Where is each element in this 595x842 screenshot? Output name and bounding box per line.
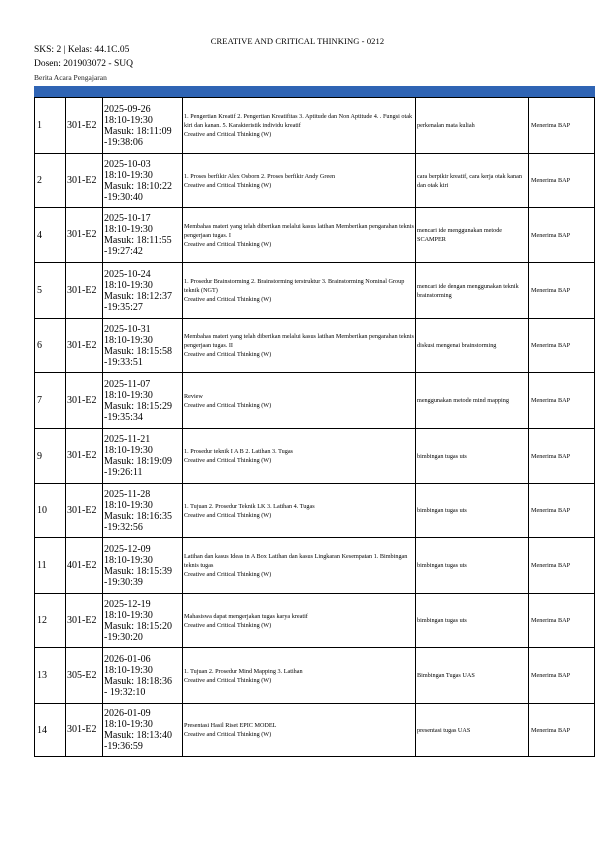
check-out-time: - 19:32:10 (104, 686, 146, 698)
session-date: 2025-12-19 (104, 598, 151, 610)
topic-cell (183, 704, 416, 757)
check-in-time: Masuk: 18:11:09 (104, 125, 172, 137)
session-number: 6 (35, 319, 66, 373)
datetime-cell (103, 484, 183, 538)
check-out-time: -19:30:40 (104, 191, 143, 203)
topic-cell (183, 484, 416, 538)
sks-class-line: SKS: 2 | Kelas: 44.1C.05 (34, 45, 130, 55)
session-number: 10 (35, 484, 66, 538)
table-row (35, 373, 595, 429)
datetime-cell (103, 429, 183, 484)
session-date: 2025-11-07 (104, 378, 151, 390)
session-time: 18:10-19:30 (104, 389, 153, 401)
check-out-time: -19:30:39 (104, 576, 143, 588)
course-name: Creative and Critical Thinking (W) (184, 296, 272, 303)
check-out-time: -19:33:51 (104, 356, 143, 368)
session-number: 9 (35, 429, 66, 484)
session-time: 18:10-19:30 (104, 334, 153, 346)
session-date: 2025-10-24 (104, 268, 151, 280)
activity-cell: Bimbingan Tugas UAS (416, 648, 529, 704)
status-cell: Menerima BAP (529, 154, 595, 208)
table-header-band (34, 86, 595, 97)
datetime-cell (103, 208, 183, 263)
course-name: Creative and Critical Thinking (W) (184, 676, 272, 684)
session-time: 18:10-19:30 (104, 499, 153, 511)
course-name: Creative and Critical Thinking (W) (184, 131, 272, 138)
table-row (35, 208, 595, 263)
session-time: 18:10-19:30 (104, 224, 153, 235)
status-cell: Menerima BAP (529, 373, 595, 429)
topic-cell (183, 263, 416, 319)
course-name: Creative and Critical Thinking (W) (184, 351, 272, 358)
topic-text: Mahasiswa dapat mengerjakan tugas karya kreatif (184, 612, 308, 620)
table-row (35, 538, 595, 594)
activity-cell: mencari ide menggunakan metode SCAMPER (416, 208, 529, 263)
topic-text: Presentasi Hasil Riset EPIC MODEL (184, 722, 277, 729)
session-number: 2 (35, 154, 66, 208)
status-cell: Menerima BAP (529, 429, 595, 484)
room-cell: 301-E2 (66, 484, 103, 538)
datetime-cell (103, 319, 183, 373)
session-time: 18:10-19:30 (104, 554, 153, 566)
check-in-time: Masuk: 18:19:09 (104, 456, 173, 467)
check-out-time: -19:26:11 (104, 467, 143, 478)
datetime-cell (103, 704, 183, 757)
topic-text: Membahas materi yang telah diberikan melalui kasus latihan Memberikan pengarahan teknis pengerjaan tugas. II (184, 333, 414, 349)
room-cell: 301-E2 (66, 263, 103, 319)
activity-cell: bimbingan tugas uts (416, 484, 529, 538)
room-cell: 301-E2 (66, 373, 103, 429)
table-row (35, 429, 595, 484)
check-in-time: Masuk: 18:11:55 (104, 235, 172, 246)
room-cell: 301-E2 (66, 429, 103, 484)
session-number: 11 (35, 538, 66, 594)
session-date: 2025-10-17 (104, 213, 151, 224)
check-in-time: Masuk: 18:15:39 (104, 565, 173, 577)
datetime-cell (103, 648, 183, 704)
topic-text: Latihan dan kasus Ideas in A Box Latihan dan kasus Lingkaran Kesempatan 1. Bimbingan teknis tugas (184, 553, 408, 569)
activity-cell: bimbingan tugas uts (416, 594, 529, 648)
datetime-cell (103, 263, 183, 319)
course-name: Creative and Critical Thinking (W) (184, 181, 272, 189)
check-out-time: -19:27:42 (104, 246, 143, 257)
table-row (35, 98, 595, 154)
topic-text: 1. Prosedur Brainstorming 2. Brainstorming terstruktur 3. Brainstorming Nominal Group teknik (NGT) (184, 278, 405, 294)
course-name: Creative and Critical Thinking (W) (184, 401, 272, 409)
room-cell: 301-E2 (66, 154, 103, 208)
check-in-time: Masuk: 18:13:40 (104, 730, 173, 741)
status-cell: Menerima BAP (529, 319, 595, 373)
session-time: 18:10-19:30 (104, 719, 153, 730)
topic-text: 1. Tujuan 2. Prosedur Teknik LK 3. Latihan 4. Tugas (184, 502, 315, 510)
status-cell: Menerima BAP (529, 704, 595, 757)
datetime-cell (103, 594, 183, 648)
teaching-log-table (34, 97, 595, 757)
table-row (35, 594, 595, 648)
room-cell: 301-E2 (66, 98, 103, 154)
topic-cell (183, 98, 416, 154)
room-cell: 401-E2 (66, 538, 103, 594)
topic-text: 1. Prosedur teknik I A B 2. Latihan 3. Tugas (184, 448, 293, 455)
course-name: Creative and Critical Thinking (W) (184, 621, 272, 629)
topic-text: 1. Proses berfikir Alex Osborn 2. Proses berfikir Andy Green (184, 172, 336, 180)
status-cell: Menerima BAP (529, 648, 595, 704)
activity-cell: diskusi mengenai brainstorming (416, 319, 529, 373)
session-number: 4 (35, 208, 66, 263)
lecturer-line: Dosen: 201903072 - SUQ (34, 59, 133, 69)
status-cell: Menerima BAP (529, 538, 595, 594)
topic-cell (183, 208, 416, 263)
status-cell: Menerima BAP (529, 208, 595, 263)
datetime-cell (103, 154, 183, 208)
topic-text: 1. Pengertian Kreatif 2. Pengertian Kreatifitas 3. Aptitude dan Non Aptitude 4. . Fungsi otak kiri dan kanan. 5. Karakteristik individu kreatif (184, 113, 413, 129)
topic-text: Membahas materi yang telah diberikan melalui kasus latihan Memberikan pengarahan teknis pengerjaan tugas. I (184, 222, 414, 239)
course-name: Creative and Critical Thinking (W) (184, 457, 272, 464)
check-in-time: Masuk: 18:16:35 (104, 510, 173, 522)
room-cell: 301-E2 (66, 704, 103, 757)
check-out-time: -19:32:56 (104, 521, 143, 533)
check-out-time: -19:35:34 (104, 411, 143, 423)
topic-cell (183, 373, 416, 429)
activity-cell: presentasi tugas UAS (416, 704, 529, 757)
check-out-time: -19:30:20 (104, 631, 143, 643)
topic-text: 1. Tujuan 2. Prosedur Mind Mapping 3. Latihan (184, 667, 303, 675)
activity-cell: mencari ide dengan menggunakan teknik brainstorming (416, 263, 529, 319)
session-number: 7 (35, 373, 66, 429)
topic-cell (183, 538, 416, 594)
table-row (35, 319, 595, 373)
status-cell: Menerima BAP (529, 484, 595, 538)
activity-cell: bimbingan tugas uts (416, 538, 529, 594)
room-cell: 301-E2 (66, 208, 103, 263)
check-out-time: -19:35:27 (104, 301, 143, 313)
session-date: 2026-01-06 (104, 653, 151, 665)
course-name: Creative and Critical Thinking (W) (184, 240, 272, 248)
datetime-cell (103, 98, 183, 154)
topic-cell (183, 429, 416, 484)
status-cell: Menerima BAP (529, 98, 595, 154)
session-number: 14 (35, 704, 66, 757)
session-time: 18:10-19:30 (104, 445, 153, 456)
check-out-time: -19:36:59 (104, 741, 143, 752)
session-time: 18:10-19:30 (104, 609, 153, 621)
session-time: 18:10-19:30 (104, 664, 153, 676)
session-number: 13 (35, 648, 66, 704)
session-date: 2025-09-26 (104, 103, 151, 115)
session-number: 1 (35, 98, 66, 154)
check-in-time: Masuk: 18:10:22 (104, 180, 173, 192)
activity-cell: menggunakan metode mind mapping (416, 373, 529, 429)
activity-cell: perkenalan mata kuliah (416, 98, 529, 154)
session-time: 18:10-19:30 (104, 169, 153, 181)
table-row (35, 263, 595, 319)
topic-cell (183, 154, 416, 208)
topic-text: Review (184, 392, 203, 400)
session-number: 5 (35, 263, 66, 319)
table-row (35, 704, 595, 757)
table-row (35, 648, 595, 704)
table-row (35, 154, 595, 208)
course-name: Creative and Critical Thinking (W) (184, 511, 272, 519)
session-time: 18:10-19:30 (104, 279, 153, 291)
section-title: Berita Acara Pengajaran (34, 73, 107, 82)
activity-cell: cara berpikir kreatif, cara kerja otak kanan dan otak kiri (416, 154, 529, 208)
status-cell: Menerima BAP (529, 594, 595, 648)
room-cell: 301-E2 (66, 319, 103, 373)
topic-cell (183, 319, 416, 373)
check-in-time: Masuk: 18:18:36 (104, 675, 173, 687)
activity-cell: bimbingan tugas uts (416, 429, 529, 484)
table-row (35, 484, 595, 538)
session-time: 18:10-19:30 (104, 114, 153, 126)
check-in-time: Masuk: 18:12:37 (104, 290, 173, 302)
session-date: 2025-11-21 (104, 434, 151, 445)
session-date: 2025-10-03 (104, 158, 151, 170)
session-date: 2025-10-31 (104, 323, 151, 335)
check-out-time: -19:38:06 (104, 136, 143, 148)
check-in-time: Masuk: 18:15:20 (104, 620, 173, 632)
datetime-cell (103, 538, 183, 594)
session-number: 12 (35, 594, 66, 648)
course-name: Creative and Critical Thinking (W) (184, 731, 272, 738)
session-date: 2026-01-09 (104, 708, 151, 719)
course-title: CREATIVE AND CRITICAL THINKING - 0212 (210, 36, 385, 46)
check-in-time: Masuk: 18:15:58 (104, 345, 173, 357)
check-in-time: Masuk: 18:15:29 (104, 400, 173, 412)
topic-cell (183, 594, 416, 648)
course-name: Creative and Critical Thinking (W) (184, 571, 272, 578)
room-cell: 305-E2 (66, 648, 103, 704)
session-date: 2025-12-09 (104, 543, 151, 555)
topic-cell (183, 648, 416, 704)
session-date: 2025-11-28 (104, 488, 151, 500)
status-cell: Menerima BAP (529, 263, 595, 319)
room-cell: 301-E2 (66, 594, 103, 648)
datetime-cell (103, 373, 183, 429)
